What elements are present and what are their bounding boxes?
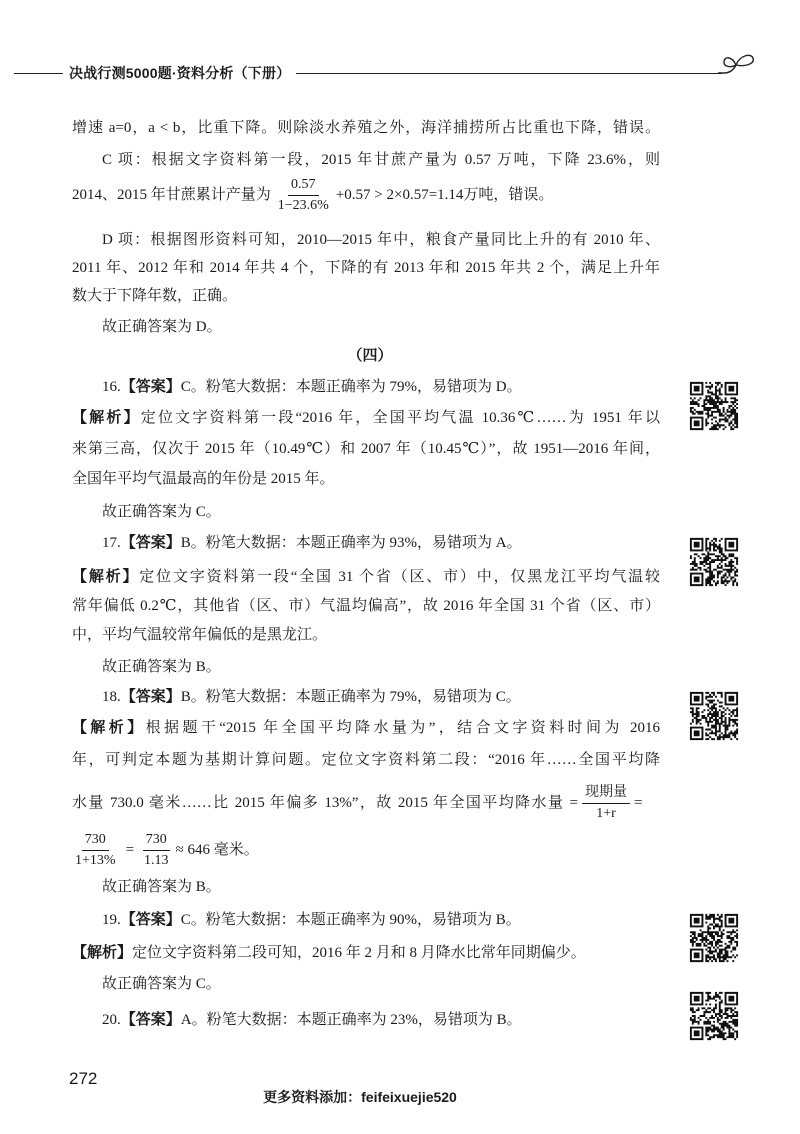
analysis-line [72,567,660,587]
conclusion-line: 故正确答案为 C。 [102,504,221,520]
analysis-label: 【解析】 [72,569,140,585]
fraction-numerator: 现期量 [582,786,630,804]
sprout-icon [718,52,756,82]
formula-line [72,833,660,867]
option-c-line: C 项：根据文字资料第一段，2015 年甘蔗产量为 0.57 万吨，下降 23.6%，则 [102,152,660,168]
analysis-line: 年，可判定本题为基期计算问题。定位文字资料第二段：“2016 年……全国平均降 [72,752,660,768]
fraction-denominator: 1−23.6% [277,197,329,213]
option-d-line: 数大于下降年数，正确。 [72,288,238,304]
answer-text: B。粉笔大数据：本题正确率为 79%，易错项为 C。 [180,689,521,705]
fraction-numerator: 730 [143,833,170,851]
fraction [275,178,332,213]
question-number: 19. [102,912,121,928]
footer-promo-text: 更多资料添加：feifeixuejie520 [263,1089,457,1105]
running-header [14,63,722,83]
qr-code-icon [688,990,740,1042]
fraction-numerator: 0.57 [288,178,319,196]
formula-text: 水量 730.0 毫米……比 2015 年偏多 13%”，故 2015 年全国平均降水量 = [72,795,578,811]
answer-text: C。粉笔大数据：本题正确率为 79%，易错项为 D。 [180,379,522,395]
conclusion-line: 故正确答案为 C。 [102,976,221,992]
option-b-tail-line: 增速 a=0，a < b，比重下降。则除淡水养殖之外，海洋捕捞所占比重也下降，错误。 [72,120,660,136]
answer-text: C。粉笔大数据：本题正确率为 90%，易错项为 B。 [180,912,521,928]
analysis-line [72,408,660,428]
qr-code-icon [688,380,740,432]
analysis-label: 【解析】 [72,945,133,961]
answer-label: 【答案】 [120,912,181,928]
analysis-line [72,718,660,738]
analysis-text: 定位文字资料第一段“全国 31 个省（区、市）中，仅黑龙江平均气温较 [139,569,660,585]
qr-code-icon [688,912,740,964]
answer-line [102,687,660,707]
section-title: （四） [347,348,393,364]
formula-result: ≈ 646 毫米。 [175,842,259,858]
option-d-line: D 项：根据图形资料可知，2010—2015 年中，粮食产量同比上升的有 2010 年、 [102,232,660,248]
option-c-calculation-line [72,178,660,212]
fraction [72,833,119,868]
sprout-icon-stroke [718,55,753,73]
fraction [582,786,630,821]
equals-sign: = [634,795,643,811]
answer-text: A。粉笔大数据：本题正确率为 23%，易错项为 B。 [180,1012,522,1028]
calculation-text: +0.57 > 2×0.57=1.14万吨，错误。 [335,187,554,203]
analysis-line [72,943,660,963]
question-number: 16. [102,379,121,395]
formula-line [72,786,660,820]
option-d-line: 2011 年、2012 年和 2014 年共 4 个，下降的有 2013 年和 2015 年共 2 个，满足上升年 [72,260,660,276]
fraction-numerator: 730 [82,833,109,851]
question-number: 17. [102,535,121,551]
fraction-denominator: 1+13% [75,852,116,868]
answer-line [102,1010,660,1030]
answer-line [102,533,660,553]
book-title: 决战行测5000题·资料分析（下册） [69,65,291,81]
fraction [141,833,172,868]
header-rule-left [14,73,63,74]
analysis-text: 定位文字资料第一段“2016 年，全国平均气温 10.36℃……为 1951 年以 [140,410,660,426]
conclusion-line: 故正确答案为 B。 [102,879,221,895]
answer-label: 【答案】 [120,535,181,551]
question-number: 20. [102,1012,121,1028]
header-rule-right [296,73,722,74]
analysis-label: 【解析】 [72,720,146,736]
page-number: 272 [69,1069,98,1088]
answer-label: 【答案】 [120,379,181,395]
analysis-line: 中，平均气温较常年偏低的是黑龙江。 [72,627,328,643]
qr-code-icon [688,536,740,588]
analysis-line: 常年偏低 0.2℃，其他省（区、市）气温均偏高”，故 2016 年全国 31 个省（区、市） [72,598,660,614]
analysis-text: 定位文字资料第二段可知，2016 年 2 月和 8 月降水比常年同期偏少。 [132,945,586,961]
fraction-denominator: 1+r [596,805,616,821]
answer-line [102,910,660,930]
calculation-text: 2014、2015 年甘蔗累计产量为 [72,187,271,203]
analysis-line: 来第三高，仅次于 2015 年（10.49℃）和 2007 年（10.45℃）”，故 1951—2016 年间， [72,441,660,457]
question-number: 18. [102,689,121,705]
equals-sign: = [125,842,135,858]
conclusion-line: 故正确答案为 B。 [102,659,221,675]
answer-label: 【答案】 [120,1012,181,1028]
analysis-text: 根据题干“2015 年全国平均降水量为”，结合文字资料时间为 2016 [145,720,660,736]
analysis-label: 【解析】 [72,410,141,426]
answer-label: 【答案】 [120,689,181,705]
conclusion-line: 故正确答案为 D。 [102,319,222,335]
answer-text: B。粉笔大数据：本题正确率为 93%，易错项为 A。 [180,535,522,551]
fraction-denominator: 1.13 [144,852,169,868]
qr-code-icon [688,690,740,742]
analysis-line: 全国年平均气温最高的年份是 2015 年。 [72,471,335,487]
answer-line [102,377,660,397]
